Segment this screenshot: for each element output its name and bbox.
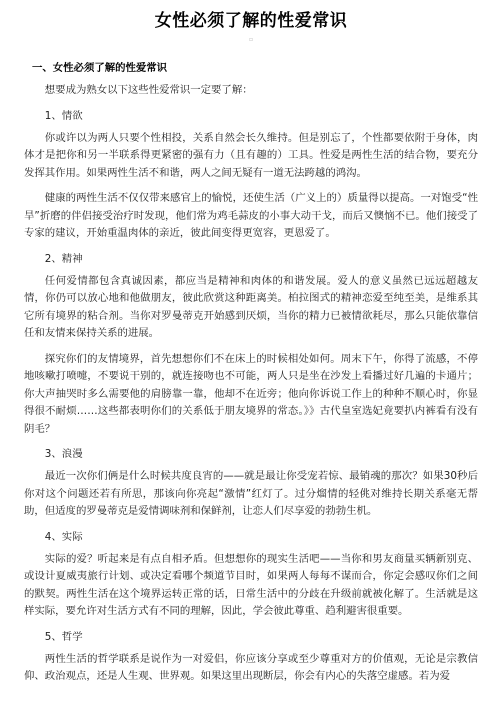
subsection-heading-emotion: 1、情欲 [44,109,83,122]
section-heading: 一、女性必须了解的性爱常识 [32,62,168,74]
paragraph: 实际的爱？听起来是有点自相矛盾。但想想你的现实生活吧——当你和男友商量买辆新别克、或设计夏威夷旅行计划、或决定看哪个频道节目时，如果两人每每不谋而合，你定会感叹你们之间的默契。两性生活在这个境界运转正常的话，日常生活中的分歧在升级前就被化解了。生活就是这样实际，要允许对生活方式有不同的理解，因此，学会彼此尊重、趋利避害很重要。 [24,552,478,617]
subsection-heading-romance: 3、浪漫 [44,448,83,460]
subsection-heading-philosophy: 5、哲学 [44,630,83,643]
title-mark: ▫ [248,36,254,43]
paragraph: 探究你们的友情境界，首先想想你们不在床上的时候相处如何。周末下午，你得了流感，不停地咳嗽打喷嚏，不要说干别的，就连接吻也不可能，两人只是坐在沙发上看播过好几遍的卡通片；你大声抽哭时多么需要他的肩膀靠一靠，他却不在近旁；他向你诉说工作上的种种不顺心时，你显得很不耐烦……这些都表明你们的关系低于朋友境界的常态。》》古代皇室选妃竟要扒内裤看有没有阴毛？ [24,352,478,435]
paragraph: 两性生活的哲学联系是说作为一对爱侣，你应该分享或至少尊重对方的价值观，无论是宗教信仰、政治观点，还是人生观、世界观。如果这里出现断层，你会有内心的失落空虚感。若为爱 [24,652,478,682]
intro-paragraph: 想要成为熟女以下这些性爱常识一定要了解： [44,84,253,96]
document-title: 女性必须了解的性爱常识 [154,11,348,31]
paragraph: 最近一次你们俩是什么时候共度良宵的——就是最让你受宠若惊、最销魂的那次？如果30秒后你对这个问题还若有所思，那该向你亮起“激情”红灯了。过分熘情的轻佻对维持长期关系毫无帮助，但适度的罗曼蒂克是爱情调味剂和保鲜剂，让恋人们尽享爱的勃勃生机。 [24,470,478,517]
paragraph: 任何爱情都包含真诚因素，都应当是精神和肉体的和谐发展。爱人的意义虽然已远远超越友情，你仍可以放心地和他做朋友，彼此欣赏这种距离美。柏拉图式的精神恋爱至纯至美，是维系其它所有境界的粘合剂。当你对罗曼蒂克开始感到厌烦，当你的精力已被情欲耗尽，那么只能依靠信任和友情来保持关系的进展。 [24,274,478,339]
paragraph: 健康的两性生活不仅仅带来感官上的愉悦，还使生活（广义上的）质量得以提高。一对饱受“性旱”折磨的伴侣接受治疗时发现，他们常为鸡毛蒜皮的小事大动干戈，而后又懊恼不已。他们接受了专家的建议，开始重温肉体的亲近，彼此间变得更宽容，更恩爱了。 [24,192,478,239]
subsection-heading-practical: 4、实际 [44,530,83,543]
subsection-heading-spirit: 2、精神 [44,252,83,265]
paragraph: 你或许以为两人只要个性相投，关系自然会长久维持。但是别忘了，个性都要依附于身体，肉体才是把你和另一半联系得更紧密的强有力（且有趣的）工具。性爱是两性生活的结合物，要充分发挥其作用。如果两性生活不和谐，两人之间无疑有一道无法跨越的鸿沟。 [24,131,478,179]
